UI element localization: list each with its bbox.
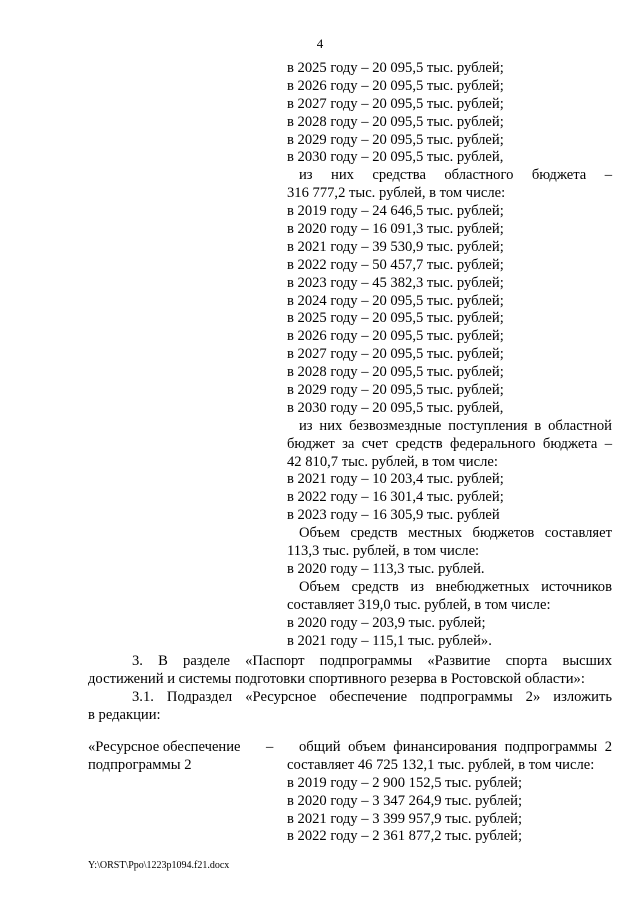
total-intro-1: общий объем финансирования подпрограммы 2 <box>299 739 612 755</box>
financing-column-top <box>287 60 612 650</box>
year-line: в 2020 году – 3 347 264,9 тыс. рублей; <box>287 792 523 809</box>
year-line: в 2021 году – 39 530,9 тыс. рублей; <box>287 238 504 255</box>
year-line: в 2020 году – 16 091,3 тыс. рублей; <box>287 221 504 238</box>
year-line: в 2021 году – 10 203,4 тыс. рублей; <box>287 471 504 488</box>
year-line: в 2023 году – 16 305,9 тыс. рублей <box>287 507 500 524</box>
federal-intro-1: из них безвозмездные поступления в областной <box>299 417 612 434</box>
local-budget-total: 113,3 тыс. рублей, в том числе: <box>287 543 480 560</box>
year-line: в 2028 году – 20 095,5 тыс. рублей; <box>287 364 504 381</box>
year-line: в 2026 году – 20 095,5 тыс. рублей; <box>287 77 504 94</box>
year-line: в 2026 году – 20 095,5 тыс. рублей; <box>287 328 504 345</box>
extra-budget-intro: Объем средств из внебюджетных источников <box>299 578 612 595</box>
year-line: в 2025 году – 20 095,5 тыс. рублей; <box>287 60 504 76</box>
paragraph-3 <box>88 653 612 725</box>
year-line: в 2027 году – 20 095,5 тыс. рублей; <box>287 95 504 112</box>
oblast-budget-intro: из них средства областного бюджета – <box>299 167 612 184</box>
local-budget-intro: Объем средств местных бюджетов составляет <box>299 525 612 542</box>
year-line: в 2020 году – 203,9 тыс. рублей; <box>287 614 486 631</box>
year-line: в 2021 году – 115,1 тыс. рублей». <box>287 632 492 649</box>
resource-label-line-1: «Ресурсное обеспечение <box>88 739 241 755</box>
year-line: в 2025 году – 20 095,5 тыс. рублей; <box>287 310 504 327</box>
label-dash: – <box>266 739 274 755</box>
total-intro-2: составляет 46 725 132,1 тыс. рублей, в том числе: <box>287 756 595 773</box>
page-number: 4 <box>316 36 324 51</box>
footer-file-path: Y:\ORST\Ppo\1223p1094.f21.docx <box>88 860 230 871</box>
resource-label <box>88 739 258 775</box>
oblast-budget-total: 316 777,2 тыс. рублей, в том числе: <box>287 185 506 202</box>
paragraph-3-1-line-2: в редакции: <box>88 706 161 723</box>
year-line: в 2030 году – 20 095,5 тыс. рублей, <box>287 399 504 416</box>
year-line: в 2022 году – 50 457,7 тыс. рублей; <box>287 256 504 273</box>
year-line: в 2022 году – 16 301,4 тыс. рублей; <box>287 489 504 506</box>
year-line: в 2024 году – 20 095,5 тыс. рублей; <box>287 292 504 309</box>
year-line: в 2022 году – 2 361 877,2 тыс. рублей; <box>287 828 523 845</box>
year-line: в 2021 году – 3 399 957,9 тыс. рублей; <box>287 810 523 827</box>
paragraph-3-1-line-1: 3.1. Подраздел «Ресурсное обеспечение подпрограммы 2» изложить <box>132 688 612 705</box>
resource-label-line-2: подпрограммы 2 <box>88 756 192 773</box>
financing-column-bottom <box>287 739 612 846</box>
year-line: в 2029 году – 20 095,5 тыс. рублей; <box>287 382 504 399</box>
paragraph-3-line-2: достижений и системы подготовки спортивного резерва в Ростовской области»: <box>88 670 585 687</box>
year-line: в 2019 году – 2 900 152,5 тыс. рублей; <box>287 774 523 791</box>
paragraph-3-line-1: 3. В разделе «Паспорт подпрограммы «Развитие спорта высших <box>132 653 612 669</box>
federal-intro-3: 42 810,7 тыс. рублей, в том числе: <box>287 453 498 470</box>
year-line: в 2029 году – 20 095,5 тыс. рублей; <box>287 131 504 148</box>
year-line: в 2019 году – 24 646,5 тыс. рублей; <box>287 203 504 220</box>
year-line: в 2028 году – 20 095,5 тыс. рублей; <box>287 113 504 130</box>
federal-intro-2: бюджет за счет средств федерального бюджета – <box>287 435 612 452</box>
year-line: в 2023 году – 45 382,3 тыс. рублей; <box>287 274 504 291</box>
extra-budget-total: составляет 319,0 тыс. рублей, в том числе: <box>287 596 551 613</box>
year-line: в 2030 году – 20 095,5 тыс. рублей, <box>287 149 504 166</box>
year-line: в 2020 году – 113,3 тыс. рублей. <box>287 560 485 577</box>
year-line: в 2027 году – 20 095,5 тыс. рублей; <box>287 346 504 363</box>
